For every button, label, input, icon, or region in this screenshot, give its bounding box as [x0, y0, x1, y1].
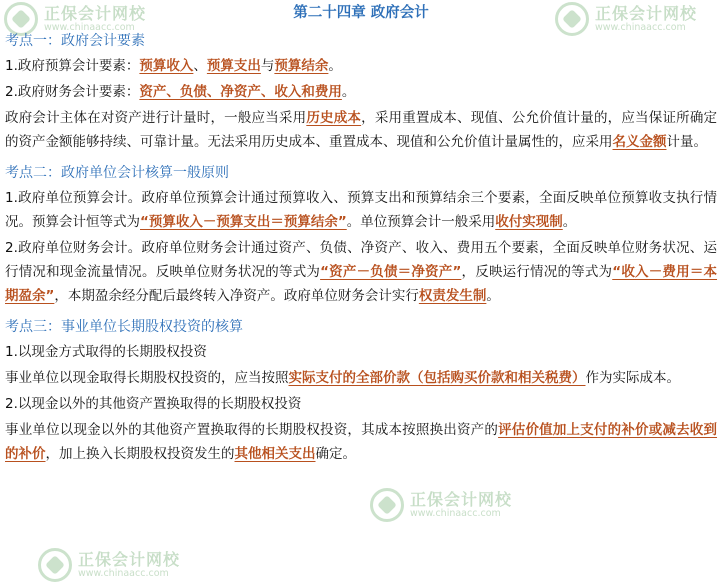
key-term: 收付实现制 [495, 214, 563, 230]
page-title: 第二十四章 政府会计 [293, 5, 429, 21]
budget-accounting-paragraph: 1.政府单位预算会计。政府单位预算会计通过预算收入、预算支出和预算结余三个要素，全面反映单位预算收支执行情况。预算会计恒等式为“预算收入－预算支出＝预算结余”。单位预算会计一般采用收付实现制。 [5, 190, 717, 230]
financial-accounting-paragraph: 2.政府单位财务会计。政府单位财务会计通过资产、负债、净资产、收入、费用五个要素，全面反映单位财务状况、运行情况和现金流量情况。反映单位财务状况的等式为“资产－负债＝净资产”，反映运行情况的等式为“收入－费用＝本期盈余”，本期盈余经分配后最终转入净资产。政府单位财务会计实行权责发生制。 [5, 240, 718, 304]
watermark [38, 548, 180, 582]
key-term: 预算支出 [206, 58, 261, 74]
key-term: 资产、负债、净资产、收入和费用 [139, 84, 342, 100]
key-term: 权责发生制 [418, 288, 487, 304]
financial-elements-line: 2.政府财务会计要素：资产、负债、净资产、收入和费用。 [5, 84, 356, 100]
subheading-cash: 1.以现金方式取得的长期股权投资 [5, 344, 207, 360]
section-heading-1: 考点一：政府会计要素 [5, 33, 145, 49]
watermark-url: www.chinaacc.com [78, 567, 169, 579]
key-term: “资产－负债＝净资产” [320, 264, 462, 280]
watermark-name: 正保会计网校 [44, 3, 147, 23]
budget-elements-line: 1.政府预算会计要素：预算收入、预算支出与预算结余。 [5, 58, 342, 74]
key-term: 其他相关支出 [234, 446, 316, 462]
subheading-noncash: 2.以现金以外的其他资产置换取得的长期股权投资 [5, 396, 302, 412]
document-body [5, 0, 717, 466]
key-term: 预算收入 [139, 58, 194, 74]
watermark-name: 正保会计网校 [410, 489, 513, 509]
key-term: “预算收入－预算支出＝预算结余” [140, 214, 347, 230]
key-term: 名义金额 [612, 134, 667, 150]
watermark-url: www.chinaacc.com [410, 507, 501, 519]
watermark-url: www.chinaacc.com [595, 21, 686, 33]
key-term: 历史成本 [306, 110, 362, 126]
cash-investment-paragraph: 事业单位以现金取得长期股权投资的，应当按照实际支付的全部价款（包括购买价款和相关税费）作为实际成本。 [5, 370, 680, 386]
watermark-name: 正保会计网校 [78, 549, 181, 569]
watermark [370, 488, 512, 522]
watermark-name: 正保会计网校 [595, 3, 698, 23]
section-heading-3: 考点三：事业单位长期股权投资的核算 [5, 319, 243, 335]
measurement-paragraph: 政府会计主体在对资产进行计量时，一般应当采用历史成本，采用重置成本、现值、公允价值计量的，应当保证所确定的资产金额能够持续、可靠计量。无法采用历史成本、重置成本、现值和公允价值计量属性的，应采用名义金额计量。 [5, 110, 718, 150]
noncash-investment-paragraph: 事业单位以现金以外的其他资产置换取得的长期股权投资，其成本按照换出资产的评估价值加上支付的补价或减去收到的补价，加上换入长期股权投资发生的其他相关支出确定。 [5, 422, 718, 462]
watermark-logo-icon [370, 488, 404, 522]
key-term: 预算结余 [274, 58, 329, 74]
key-term: 实际支付的全部价款（包括购买价款和相关税费） [288, 370, 586, 386]
watermark-logo-icon [38, 548, 72, 582]
section-heading-2: 考点二：政府单位会计核算一般原则 [5, 165, 229, 181]
key-term: “收入－费用＝本期盈余” [5, 264, 718, 304]
watermark-url: www.chinaacc.com [44, 21, 135, 33]
key-term: 评估价值加上支付的补价或减去收到的补价 [5, 422, 718, 462]
